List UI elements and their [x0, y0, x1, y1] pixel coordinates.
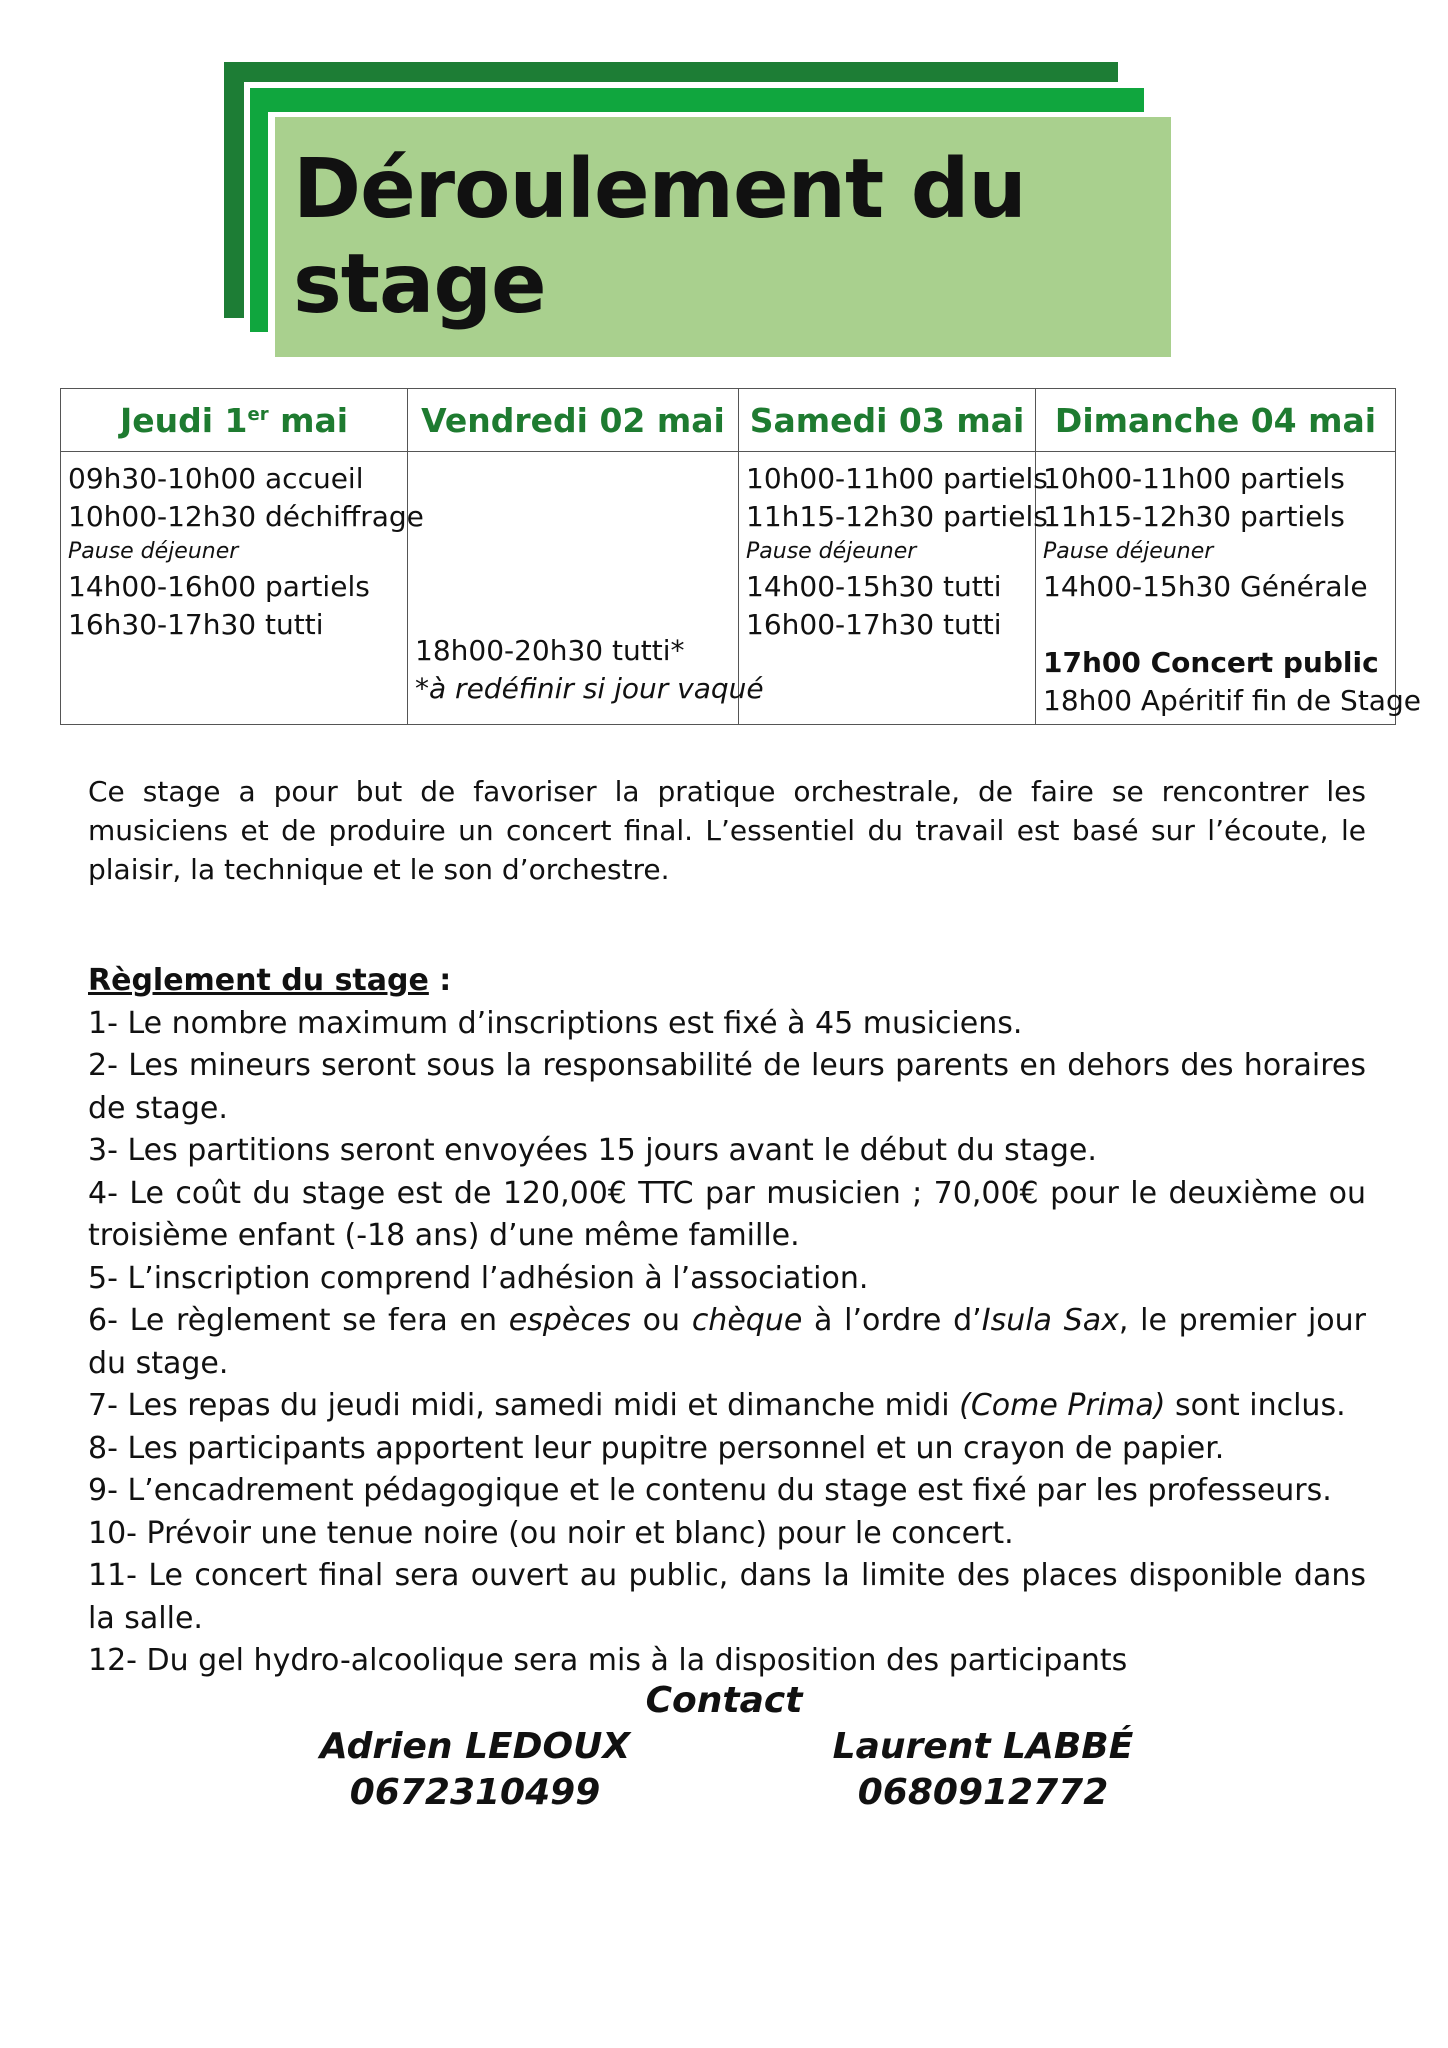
schedule-item: 14h00-15h30 tutti: [746, 570, 1002, 603]
rule-item: 9- L’encadrement pédagogique et le contenu du stage est fixé par les professeurs.: [88, 1473, 1332, 1508]
pause-note: Pause déjeuner: [746, 539, 917, 564]
schedule-item: 14h00-15h30 Générale: [1043, 570, 1368, 603]
schedule-cell-samedi: [739, 452, 1048, 725]
schedule-cell-jeudi: [61, 452, 424, 725]
rule-item: 12- Du gel hydro-alcoolique sera mis à la disposition des participants: [88, 1643, 1128, 1678]
day-header-vendredi: Vendredi 02 mai: [408, 389, 739, 452]
spacer: [1043, 606, 1389, 644]
schedule-item: 18h00-20h30 tutti*: [415, 634, 685, 667]
day-header-dimanche: Dimanche 04 mai: [1036, 389, 1396, 452]
rule-item: 2- Les mineurs seront sous la responsabilité de leurs parents en dehors des horaires de stage.: [88, 1048, 1366, 1126]
rule-item: 8- Les participants apportent leur pupitre personnel et un crayon de papier.: [88, 1430, 1225, 1466]
title-box: [275, 117, 1171, 357]
contact-name: Adrien LEDOUX: [319, 1726, 631, 1767]
rule-item: 1- Le nombre maximum d’inscriptions est fixé à 45 musiciens.: [88, 1005, 1023, 1041]
schedule-header-row: [61, 389, 1396, 452]
schedule-table: [60, 388, 1421, 725]
rule-item: 7- Les repas du jeudi midi, samedi midi et dimanche midi (Come Prima) sont inclus.: [88, 1388, 1346, 1423]
schedule-item: 10h00-11h00 partiels: [746, 462, 1048, 495]
rule-item: 11- Le concert final sera ouvert au public, dans la limite des places disponible dans la salle.: [88, 1558, 1366, 1636]
day-header-jeudi: Jeudi 1er mai: [61, 389, 408, 452]
rules-title: Règlement du stage :: [88, 963, 452, 998]
schedule-item: 09h30-10h00 accueil: [68, 462, 364, 495]
contact-phone: 0680912772: [857, 1772, 1109, 1813]
schedule-item: 10h00-11h00 partiels: [1043, 462, 1345, 495]
day-header-samedi: Samedi 03 mai: [739, 389, 1036, 452]
schedule-item: 18h00 Apéritif fin de Stage: [1043, 684, 1421, 717]
contact-phone: 0672310499: [349, 1772, 601, 1813]
pause-note: Pause déjeuner: [1043, 539, 1214, 564]
contact-title: Contact: [645, 1680, 803, 1721]
schedule-item: 16h30-17h30 tutti: [68, 608, 324, 641]
rule-item: 10- Prévoir une tenue noire (ou noir et blanc) pour le concert.: [88, 1515, 1014, 1551]
rule-item: 5- L’inscription comprend l’adhésion à l’association.: [88, 1260, 869, 1296]
schedule-item: 14h00-16h00 partiels: [68, 570, 370, 603]
schedule-footnote: *à redéfinir si jour vaqué: [415, 672, 764, 705]
rules-section: [88, 960, 1366, 1683]
intro-paragraph: Ce stage a pour but de favoriser la pratique orchestrale, de faire se rencontrer les musiciens et de produire un concert final. L’essentiel du travail est basé sur l’écoute, le plaisir, la technique et le son d’orchestre.: [88, 775, 1366, 886]
schedule-cell-vendredi: [408, 452, 764, 725]
schedule-item: 10h00-12h30 déchiffrage: [68, 500, 424, 533]
contact-name: Laurent LABBÉ: [832, 1726, 1134, 1767]
schedule-cell-dimanche: [1036, 452, 1421, 725]
concert-item: 17h00 Concert public: [1043, 646, 1379, 679]
rule-item: 3- Les partitions seront envoyées 15 jours avant le début du stage.: [88, 1133, 1097, 1168]
schedule-item: 11h15-12h30 partiels: [1043, 500, 1345, 533]
schedule-item: 11h15-12h30 partiels: [746, 500, 1048, 533]
rule-item: 4- Le coût du stage est de 120,00€ TTC par musicien ; 70,00€ pour le deuxième ou troisième enfant (-18 ans) d’une même famille.: [88, 1175, 1366, 1253]
rule-item: 6- Le règlement se fera en espèces ou chèque à l’ordre d’Isula Sax, le premier jour du stage.: [88, 1303, 1366, 1381]
schedule-row: [61, 452, 1396, 725]
page-title: Déroulement du stage: [293, 142, 1026, 332]
pause-note: Pause déjeuner: [68, 539, 239, 564]
schedule-item: 16h00-17h30 tutti: [746, 608, 1002, 641]
